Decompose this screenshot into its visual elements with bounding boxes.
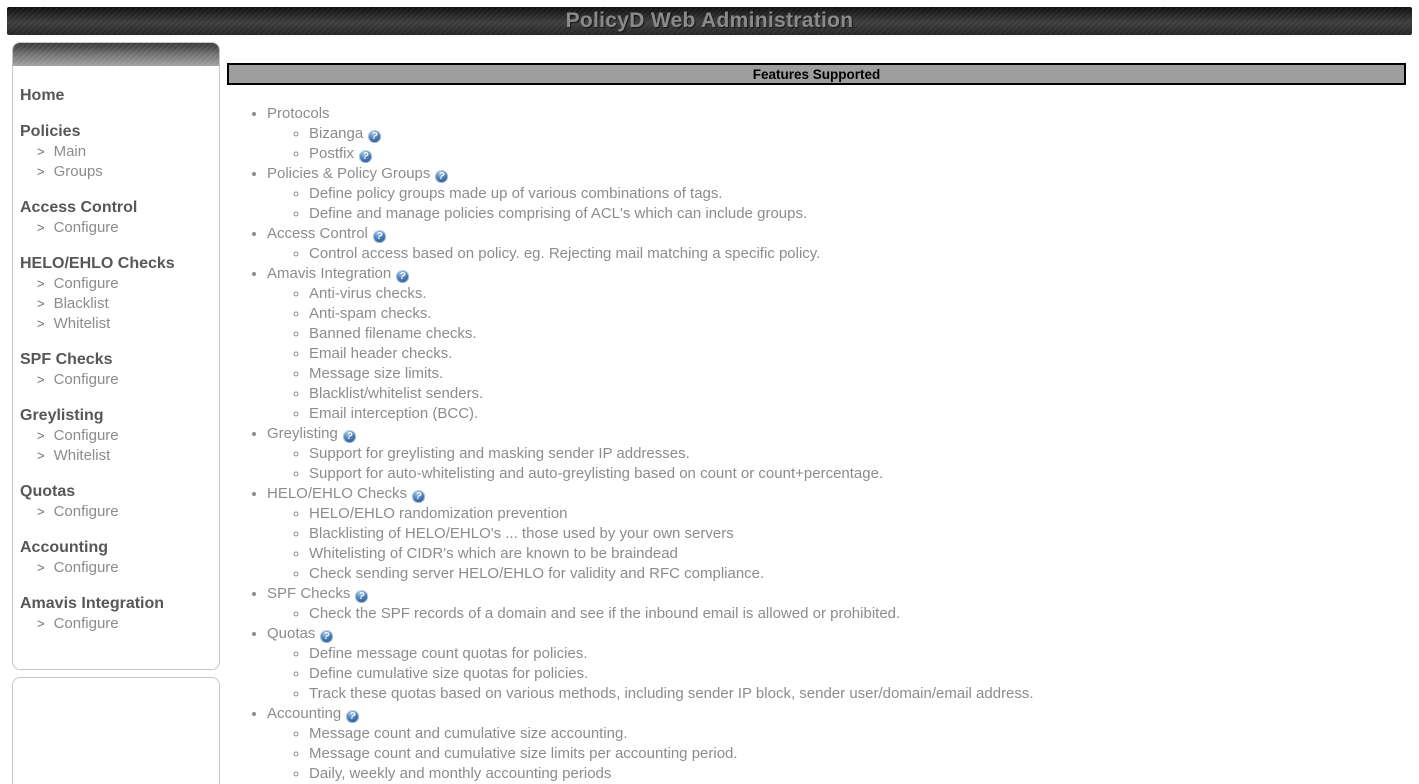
sidebar-subitem[interactable] bbox=[20, 502, 213, 522]
feature-child-item bbox=[309, 144, 1406, 164]
chevron-right-icon: > bbox=[37, 316, 45, 331]
sidebar-section-label[interactable]: Home bbox=[20, 87, 65, 104]
feature-children bbox=[267, 284, 1406, 424]
feature-child-item bbox=[309, 324, 1406, 344]
sidebar-subitem-label[interactable]: Configure bbox=[53, 427, 119, 444]
main-layout bbox=[12, 42, 1412, 784]
feature-child-item bbox=[309, 664, 1406, 684]
feature-child-item bbox=[309, 384, 1406, 404]
features-header-bar bbox=[227, 63, 1406, 85]
feature-item bbox=[267, 704, 1406, 784]
feature-children bbox=[267, 244, 1406, 264]
sidebar-section bbox=[20, 406, 213, 466]
sidebar-section-label: Policies bbox=[20, 123, 81, 140]
features-header-title: Features Supported bbox=[752, 66, 881, 82]
feature-child-label: Message count and cumulative size limits per accounting period. bbox=[309, 745, 738, 762]
sidebar-section-label: Amavis Integration bbox=[20, 595, 165, 612]
sidebar-section bbox=[20, 122, 213, 182]
sidebar-subitem-label[interactable]: Configure bbox=[53, 275, 119, 292]
feature-item bbox=[267, 624, 1406, 704]
sidebar-subitem-label[interactable]: Configure bbox=[53, 615, 119, 632]
feature-item bbox=[267, 584, 1406, 624]
feature-label: HELO/EHLO Checks bbox=[267, 485, 408, 502]
sidebar-subitem[interactable] bbox=[20, 314, 213, 334]
chevron-right-icon: > bbox=[37, 372, 45, 387]
feature-child-label: Control access based on policy. eg. Rejecting mail matching a specific policy. bbox=[309, 245, 821, 262]
sidebar-subitem[interactable] bbox=[20, 446, 213, 466]
sidebar-subitem-label[interactable]: Blacklist bbox=[53, 295, 109, 312]
feature-item bbox=[267, 264, 1406, 424]
feature-child-label: Check sending server HELO/EHLO for validity and RFC compliance. bbox=[309, 565, 765, 582]
sidebar-section-label: Quotas bbox=[20, 483, 76, 500]
help-icon[interactable]: ? bbox=[341, 429, 357, 445]
feature-label: Accounting bbox=[267, 705, 342, 722]
feature-child-item bbox=[309, 364, 1406, 384]
help-icon[interactable]: ? bbox=[371, 229, 387, 245]
feature-child-item bbox=[309, 204, 1406, 224]
feature-child-label: Message count and cumulative size accounting. bbox=[309, 725, 628, 742]
feature-children bbox=[267, 644, 1406, 704]
sidebar-section-label: Greylisting bbox=[20, 407, 104, 424]
feature-child-item bbox=[309, 124, 1406, 144]
chevron-right-icon: > bbox=[37, 164, 45, 179]
feature-child-item bbox=[309, 244, 1406, 264]
sidebar-section bbox=[20, 254, 213, 334]
feature-child-item bbox=[309, 524, 1406, 544]
feature-item bbox=[267, 224, 1406, 264]
sidebar-section-label: SPF Checks bbox=[20, 351, 113, 368]
sidebar-subitem-label[interactable]: Groups bbox=[53, 163, 103, 180]
feature-child-label: Define policy groups made up of various combinations of tags. bbox=[309, 185, 723, 202]
help-icon[interactable]: ? bbox=[358, 149, 374, 165]
help-icon[interactable]: ? bbox=[345, 709, 361, 725]
help-icon[interactable]: ? bbox=[434, 169, 450, 185]
feature-child-label: Whitelisting of CIDR's which are known to be braindead bbox=[309, 545, 678, 562]
chevron-right-icon: > bbox=[37, 276, 45, 291]
feature-children bbox=[267, 124, 1406, 164]
sidebar-section bbox=[20, 594, 213, 634]
sidebar-subitem-label[interactable]: Main bbox=[53, 143, 87, 160]
sidebar-subitem[interactable] bbox=[20, 426, 213, 446]
help-icon[interactable]: ? bbox=[367, 129, 383, 145]
sidebar-subitem-label[interactable]: Configure bbox=[53, 559, 119, 576]
sidebar-section-items bbox=[20, 558, 213, 578]
feature-child-label: Postfix bbox=[309, 145, 355, 162]
sidebar-subitem-label[interactable]: Whitelist bbox=[53, 315, 111, 332]
feature-item bbox=[267, 424, 1406, 484]
feature-children bbox=[267, 724, 1406, 784]
feature-child-item bbox=[309, 284, 1406, 304]
feature-label: SPF Checks bbox=[267, 585, 351, 602]
sidebar-subitem[interactable] bbox=[20, 614, 213, 634]
sidebar-section-label: Accounting bbox=[20, 539, 108, 556]
feature-child-label: Anti-spam checks. bbox=[309, 305, 432, 322]
sidebar-section bbox=[20, 538, 213, 578]
sidebar bbox=[12, 42, 220, 784]
sidebar-section bbox=[20, 86, 213, 106]
feature-label: Protocols bbox=[267, 105, 330, 122]
feature-child-item bbox=[309, 644, 1406, 664]
sidebar-subitem-label[interactable]: Whitelist bbox=[53, 447, 111, 464]
feature-child-label: Support for greylisting and masking sender IP addresses. bbox=[309, 445, 690, 462]
sidebar-section bbox=[20, 198, 213, 238]
feature-child-item bbox=[309, 564, 1406, 584]
feature-child-item bbox=[309, 764, 1406, 784]
sidebar-empty-panel bbox=[12, 677, 220, 784]
app-title: PolicyD Web Administration bbox=[565, 9, 854, 32]
feature-child-label: Anti-virus checks. bbox=[309, 285, 427, 302]
feature-child-label: Daily, weekly and monthly accounting periods bbox=[309, 765, 612, 782]
sidebar-header-cap bbox=[13, 43, 219, 66]
feature-child-label: Support for auto-whitelisting and auto-greylisting based on count or count+percentage. bbox=[309, 465, 884, 482]
sidebar-subitem[interactable] bbox=[20, 370, 213, 390]
feature-label: Greylisting bbox=[267, 425, 338, 442]
feature-child-item bbox=[309, 304, 1406, 324]
feature-child-label: HELO/EHLO randomization prevention bbox=[309, 505, 568, 522]
feature-child-item bbox=[309, 744, 1406, 764]
chevron-right-icon: > bbox=[37, 616, 45, 631]
sidebar-section-items bbox=[20, 370, 213, 390]
sidebar-section-items bbox=[20, 218, 213, 238]
feature-child-label: Email header checks. bbox=[309, 345, 453, 362]
feature-child-label: Define cumulative size quotas for policies. bbox=[309, 665, 589, 682]
feature-item bbox=[267, 484, 1406, 584]
chevron-right-icon: > bbox=[37, 220, 45, 235]
content-area bbox=[227, 42, 1406, 784]
sidebar-nav-panel bbox=[12, 42, 220, 670]
chevron-right-icon: > bbox=[37, 504, 45, 519]
feature-item bbox=[267, 104, 1406, 164]
sidebar-subitem[interactable] bbox=[20, 274, 213, 294]
features-list bbox=[227, 104, 1406, 784]
sidebar-subitem[interactable] bbox=[20, 142, 213, 162]
feature-children bbox=[267, 504, 1406, 584]
chevron-right-icon: > bbox=[37, 428, 45, 443]
sidebar-subitem[interactable] bbox=[20, 294, 213, 314]
feature-child-label: Define message count quotas for policies. bbox=[309, 645, 588, 662]
feature-label: Policies & Policy Groups bbox=[267, 165, 431, 182]
chevron-right-icon: > bbox=[37, 560, 45, 575]
feature-child-item bbox=[309, 344, 1406, 364]
feature-child-label: Banned filename checks. bbox=[309, 325, 477, 342]
feature-child-item bbox=[309, 464, 1406, 484]
feature-child-label: Blacklisting of HELO/EHLO's ... those used by your own servers bbox=[309, 525, 734, 542]
help-icon[interactable]: ? bbox=[411, 489, 427, 505]
feature-child-label: Define and manage policies comprising of ACL's which can include groups. bbox=[309, 205, 808, 222]
sidebar-section-items bbox=[20, 142, 213, 182]
sidebar-section-items bbox=[20, 614, 213, 634]
feature-child-item bbox=[309, 544, 1406, 564]
feature-child-label: Check the SPF records of a domain and see if the inbound email is allowed or prohibited. bbox=[309, 605, 901, 622]
sidebar-subitem[interactable] bbox=[20, 218, 213, 238]
feature-child-item bbox=[309, 504, 1406, 524]
feature-child-label: Blacklist/whitelist senders. bbox=[309, 385, 484, 402]
sidebar-section bbox=[20, 482, 213, 522]
sidebar-subitem-label[interactable]: Configure bbox=[53, 219, 119, 236]
feature-children bbox=[267, 184, 1406, 224]
feature-label: Access Control bbox=[267, 225, 368, 242]
chevron-right-icon: > bbox=[37, 144, 45, 159]
sidebar-subitem[interactable] bbox=[20, 558, 213, 578]
sidebar-nav bbox=[13, 66, 219, 634]
help-icon[interactable]: ? bbox=[319, 629, 335, 645]
feature-child-item bbox=[309, 444, 1406, 464]
feature-item bbox=[267, 164, 1406, 224]
sidebar-subitem[interactable] bbox=[20, 162, 213, 182]
feature-children bbox=[267, 604, 1406, 624]
feature-child-item bbox=[309, 404, 1406, 424]
feature-children bbox=[267, 444, 1406, 484]
feature-child-label: Email interception (BCC). bbox=[309, 405, 479, 422]
chevron-right-icon: > bbox=[37, 296, 45, 311]
feature-child-label: Bizanga bbox=[309, 125, 364, 142]
feature-child-item bbox=[309, 604, 1406, 624]
feature-label: Amavis Integration bbox=[267, 265, 392, 282]
sidebar-section-label: HELO/EHLO Checks bbox=[20, 255, 175, 272]
help-icon[interactable]: ? bbox=[395, 269, 411, 285]
feature-child-label: Message size limits. bbox=[309, 365, 444, 382]
sidebar-section bbox=[20, 350, 213, 390]
feature-label: Quotas bbox=[267, 625, 316, 642]
sidebar-subitem-label[interactable]: Configure bbox=[53, 371, 119, 388]
sidebar-section-items bbox=[20, 502, 213, 522]
sidebar-subitem-label[interactable]: Configure bbox=[53, 503, 119, 520]
sidebar-section-items bbox=[20, 274, 213, 334]
feature-child-label: Track these quotas based on various methods, including sender IP block, sender user/domain/email address. bbox=[309, 685, 1034, 702]
sidebar-section-items bbox=[20, 426, 213, 466]
chevron-right-icon: > bbox=[37, 448, 45, 463]
feature-child-item bbox=[309, 684, 1406, 704]
app-header bbox=[7, 7, 1412, 35]
feature-child-item bbox=[309, 724, 1406, 744]
help-icon[interactable]: ? bbox=[354, 589, 370, 605]
feature-child-item bbox=[309, 184, 1406, 204]
sidebar-section-label: Access Control bbox=[20, 199, 138, 216]
